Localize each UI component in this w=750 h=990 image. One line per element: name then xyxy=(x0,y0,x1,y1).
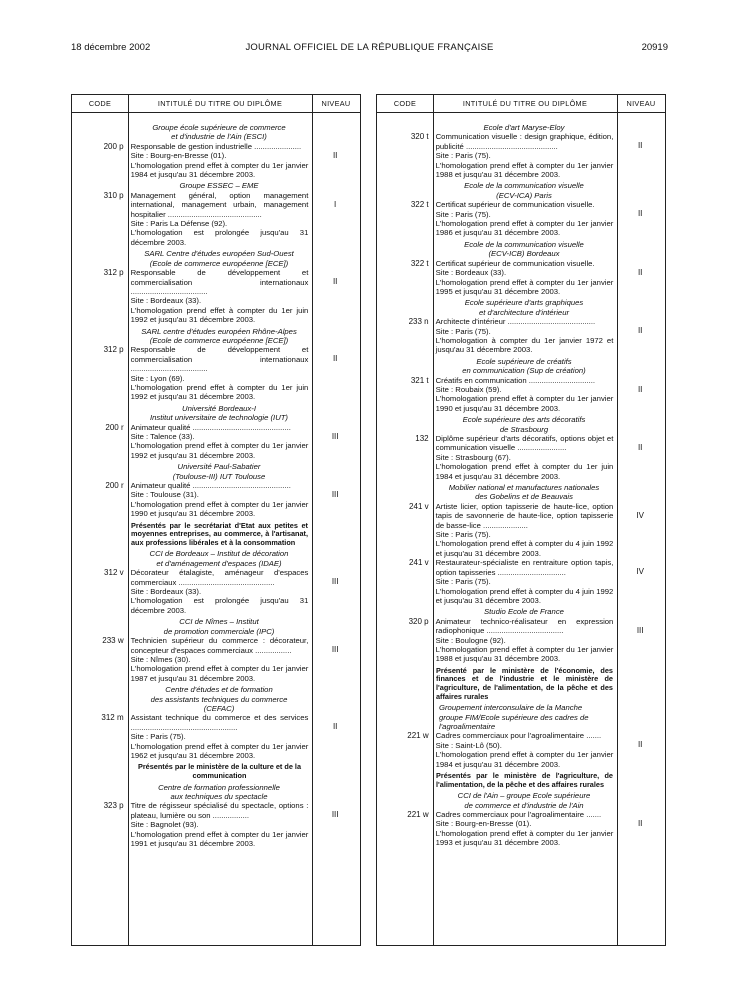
institution-line: (ECV-ICA) Paris xyxy=(496,190,552,200)
diploma-entry xyxy=(377,617,665,664)
diploma-title: Animateur qualité .............................................. xyxy=(130,422,291,432)
diploma-title: Architecte d'intérieur ......................................... xyxy=(435,317,596,327)
diploma-description xyxy=(433,810,616,848)
diploma-site: Site : Paris (75). xyxy=(435,209,491,219)
header-title: INTITULÉ DU TITRE OU DIPLÔME xyxy=(157,99,283,108)
institution-line: des assistants techniques du commerce xyxy=(150,694,288,704)
right-table xyxy=(376,94,666,946)
institution-line: Université Paul-Sabatier xyxy=(177,462,261,472)
institution-line: groupe FIM/Ecole supérieure des cadres de xyxy=(439,712,589,722)
institution-heading xyxy=(433,123,615,132)
institution-heading xyxy=(433,791,615,810)
institution-line: et d'architecture d'intérieur xyxy=(478,307,570,317)
diploma-level: III xyxy=(331,431,339,441)
diploma-title: Technicien supérieur du commerce : décorateur, concepteur d'espaces commerciaux ................. xyxy=(130,636,309,655)
institution-line: Centre d'études et de formation xyxy=(165,685,273,695)
diploma-site: Site : Paris (75). xyxy=(130,732,186,742)
left-table xyxy=(71,94,361,946)
diploma-code: 320 t xyxy=(410,132,429,142)
diploma-entry xyxy=(72,713,360,760)
homologation-note: L'homologation prend effet à compter du 1er janvier 1990 et jusqu'au 31 décembre 2003. xyxy=(435,394,614,413)
diploma-title: Certificat supérieur de communication visuelle. xyxy=(435,258,595,268)
homologation-note: L'homologation prend effet à compter du 1er janvier 1987 et jusqu'au 31 décembre 2003. xyxy=(130,664,309,683)
diploma-entry xyxy=(72,568,360,615)
homologation-note: L'homologation prend effet à compter du 1er janvier 1991 et jusqu'au 31 décembre 2003. xyxy=(130,829,309,848)
header-code: CODE xyxy=(393,99,417,108)
diploma-code: 233 n xyxy=(408,317,429,327)
institution-line: (Ecole de commerce européenne [ECE]) xyxy=(149,258,289,268)
diploma-entry xyxy=(72,191,360,247)
journal-title: JOURNAL OFFICIEL DE LA RÉPUBLIQUE FRANÇAISE xyxy=(245,42,494,53)
institution-line: SARL centre d'études européen Rhône-Alpes xyxy=(141,326,297,336)
presenting-authority: Présenté par le ministère de l'économie, des finances et de l'industrie et le ministère de l'agriculture, de l'alimentation, de la pêche et des affaires rurales xyxy=(436,665,613,701)
diploma-level: II xyxy=(637,818,643,828)
diploma-title: Certificat supérieur de communication visuelle. xyxy=(435,200,595,210)
diploma-entry xyxy=(377,731,665,769)
diploma-level: II xyxy=(332,354,338,364)
homologation-note: L'homologation prend effet à compter du 1er janvier 1992 et jusqu'au 31 décembre 2003. xyxy=(130,441,309,460)
institution-line: Ecole supérieure de créatifs xyxy=(476,356,572,366)
diploma-entry xyxy=(377,502,665,558)
presenting-authority: Présentés par le secrétariat d'Etat aux petites et moyennes entreprises, au commerce, à l'artisanat, aux professions libérales et à la consommation xyxy=(131,520,308,547)
diploma-site: Site : Paris (75). xyxy=(435,151,491,161)
institution-line: des Gobelins et de Beauvais xyxy=(475,492,573,502)
diploma-entry xyxy=(72,268,360,324)
diploma-site: Site : Boulogne (92). xyxy=(435,635,506,645)
diploma-description xyxy=(433,502,616,558)
institution-line: Ecole supérieure d'arts graphiques xyxy=(464,298,584,308)
diploma-title: Responsable de gestion industrielle ...................... xyxy=(130,141,302,151)
right-table-body xyxy=(377,121,665,848)
diploma-level: II xyxy=(637,209,643,219)
institution-line: Université Bordeaux-I xyxy=(182,403,256,413)
diploma-entry xyxy=(377,558,665,605)
diploma-site: Site : Strasbourg (67). xyxy=(435,452,511,462)
institution-line: Ecole supérieure des arts décoratifs xyxy=(462,415,586,425)
header-title: INTITULÉ DU TITRE OU DIPLÔME xyxy=(462,99,588,108)
diploma-site: Site : Saint-Lô (50). xyxy=(435,740,502,750)
homologation-note: L'homologation prend effet à compter du 1er janvier 1988 et jusqu'au 31 décembre 2003. xyxy=(435,644,614,664)
diploma-code: 312 m xyxy=(101,713,124,723)
diploma-site: Site : Bordeaux (33). xyxy=(130,296,202,306)
institution-heading xyxy=(433,415,615,434)
institution-heading xyxy=(128,685,310,713)
diploma-description xyxy=(433,617,616,664)
table-header xyxy=(377,95,665,113)
institution-heading xyxy=(433,483,615,502)
diploma-title: Management général, option management international, management urbain, management hospitalier ............................................ xyxy=(130,190,309,219)
diploma-entry xyxy=(377,810,665,848)
homologation-note: L'homologation est prolongée jusqu'au 31 décembre 2003. xyxy=(130,228,309,247)
institution-heading xyxy=(128,462,310,481)
institution-line: (Ecole de commerce européenne [ECE]) xyxy=(149,335,289,345)
diploma-entry xyxy=(377,376,665,414)
diploma-site: Site : Paris La Défense (92). xyxy=(130,219,228,229)
homologation-note: L'homologation prend effet à compter du 4 juin 1992 et jusqu'au 31 décembre 2003. xyxy=(435,539,614,558)
diploma-description xyxy=(128,191,311,247)
diploma-title: Titre de régisseur spécialisé du spectacle, options : plateau, lumière ou son ................. xyxy=(130,801,309,820)
homologation-note: L'homologation prend effet à compter du 1er janvier 1990 et jusqu'au 31 décembre 2003. xyxy=(130,499,309,519)
institution-line: Institut universitaire de technologie (IUT) xyxy=(149,413,288,423)
diploma-code: 221 w xyxy=(407,731,429,741)
institution-line: Groupe école supérieure de commerce xyxy=(152,123,286,132)
homologation-note: L'homologation prend effet à compter du 1er juin 1992 et jusqu'au 31 décembre 2003. xyxy=(130,305,309,325)
presenting-authority: Présentés par le ministère de l'agriculture, de l'alimentation, de la pêche et des affaires rurales xyxy=(436,770,613,789)
institution-line: CCI de l'Ain – groupe Ecole supérieure xyxy=(457,791,591,801)
page-header xyxy=(71,42,668,56)
diploma-title: Diplôme supérieur d'arts décoratifs, options objet et communication visuelle ....................... xyxy=(435,434,614,453)
homologation-note: L'homologation prend effet à compter du 1er juin 1984 et jusqu'au 31 décembre 2003. xyxy=(435,462,614,481)
institution-heading xyxy=(128,404,310,423)
institution-line: Mobilier national et manufactures nationales xyxy=(448,483,600,493)
institution-line: de Strasbourg xyxy=(499,424,549,434)
diploma-level: IV xyxy=(636,510,644,520)
diploma-level: IV xyxy=(636,567,644,577)
diploma-site: Site : Paris (75). xyxy=(435,326,491,336)
diploma-level: II xyxy=(637,141,643,151)
diploma-description xyxy=(128,568,311,615)
diploma-entry xyxy=(377,317,665,355)
institution-heading xyxy=(128,249,310,268)
diploma-site: Site : Bordeaux (33). xyxy=(130,587,202,597)
diploma-entry xyxy=(377,259,665,297)
diploma-description xyxy=(128,268,311,324)
diploma-level: III xyxy=(331,645,339,655)
diploma-code: 323 p xyxy=(103,801,124,811)
diploma-site: Site : Bagnolet (93). xyxy=(130,820,199,830)
diploma-description xyxy=(128,636,311,683)
institution-heading xyxy=(433,181,615,200)
institution-heading xyxy=(433,298,615,317)
diploma-title: Cadres commerciaux pour l'agroalimentaire ....... xyxy=(435,731,602,741)
homologation-note: L'homologation est prolongée jusqu'au 31 décembre 2003. xyxy=(130,596,309,615)
institution-line: Ecole de la communication visuelle xyxy=(464,181,584,191)
diploma-level: III xyxy=(331,490,339,500)
diploma-title: Restaurateur-spécialiste en rentraiture option tapis, option tapisseries ................................ xyxy=(435,558,614,577)
diploma-title: Responsable de développement et commercialisation internationaux .................................... xyxy=(130,345,309,374)
diploma-description xyxy=(433,376,616,414)
institution-line: (Toulouse-III) IUT Toulouse xyxy=(172,471,266,481)
diploma-entry xyxy=(72,142,360,180)
diploma-description xyxy=(433,200,616,238)
diploma-level: II xyxy=(637,384,643,394)
diploma-description xyxy=(433,558,616,605)
diploma-level: II xyxy=(637,267,643,277)
diploma-level: II xyxy=(332,722,338,732)
diploma-code: 200 p xyxy=(103,141,124,151)
diploma-description xyxy=(128,142,311,180)
diploma-site: Site : Talence (33). xyxy=(130,432,195,441)
header-date: 18 décembre 2002 xyxy=(71,42,151,53)
homologation-note: L'homologation à compter du 1er janvier 1972 et jusqu'au 31 décembre 2003. xyxy=(435,335,614,355)
page-number: 20919 xyxy=(641,42,668,53)
diploma-entry xyxy=(377,132,665,179)
diploma-code: 322 t xyxy=(410,200,429,210)
table-header xyxy=(72,95,360,113)
diploma-site: Site : Bourg-en-Bresse (01). xyxy=(435,819,532,829)
institution-line: Studio Ecole de France xyxy=(484,607,564,617)
diploma-code: 233 w xyxy=(102,636,124,646)
diploma-code: 322 t xyxy=(410,258,429,268)
diploma-code: 221 w xyxy=(407,809,429,819)
homologation-note: L'homologation prend effet à compter du 1er janvier 1995 et jusqu'au 31 décembre 2003. xyxy=(435,277,614,296)
institution-heading xyxy=(377,703,665,731)
homologation-note: L'homologation prend effet à compter du 1er janvier 1988 et jusqu'au 31 décembre 2003. xyxy=(435,160,614,180)
institution-line: Centre de formation professionnelle xyxy=(158,782,280,792)
diploma-level: II xyxy=(637,443,643,452)
diploma-level: II xyxy=(332,150,338,160)
diploma-title: Animateur qualité .............................................. xyxy=(130,481,291,491)
institution-line: (ECV-ICB) Bordeaux xyxy=(488,249,560,259)
homologation-note: L'homologation prend effet à compter du 1er janvier 1962 et jusqu'au 31 décembre 2003. xyxy=(130,741,309,760)
diploma-level: II xyxy=(637,326,643,336)
institution-heading xyxy=(128,617,310,636)
diploma-level: III xyxy=(636,625,644,635)
diploma-site: Site : Roubaix (59). xyxy=(435,384,502,394)
diploma-level: III xyxy=(331,577,339,587)
diploma-code: 320 p xyxy=(408,616,429,626)
homologation-note: L'homologation prend effet à compter du 1er janvier 1986 et jusqu'au 31 décembre 2003. xyxy=(435,219,614,238)
diploma-code: 132 xyxy=(415,434,429,443)
diploma-entry xyxy=(72,636,360,683)
header-level: NIVEAU xyxy=(626,99,656,108)
diploma-title: Décorateur étalagiste, aménageur d'espaces commerciaux ............................................. xyxy=(130,568,309,587)
diploma-entry xyxy=(72,481,360,519)
institution-heading xyxy=(128,181,310,190)
institution-heading xyxy=(128,549,310,568)
institution-heading xyxy=(128,327,310,346)
diploma-title: Créatifs en communication ............................... xyxy=(435,375,595,385)
institution-line: (CEFAC) xyxy=(203,703,235,713)
institution-line: aux techniques du spectacle xyxy=(170,791,268,801)
diploma-code: 200 r xyxy=(105,422,124,432)
diploma-entry xyxy=(72,423,360,461)
diploma-description xyxy=(433,434,616,481)
diploma-description xyxy=(433,317,616,355)
diploma-level: II xyxy=(332,277,338,287)
institution-line: et d'aménagement d'espaces (IDAE) xyxy=(156,558,282,568)
institution-line: Groupement interconsulaire de la Manche xyxy=(439,703,583,713)
diploma-description xyxy=(128,423,311,461)
diploma-description xyxy=(128,801,311,848)
header-code: CODE xyxy=(88,99,112,108)
homologation-note: L'homologation prend effet à compter du 4 juin 1992 et jusqu'au 31 décembre 2003. xyxy=(435,586,614,605)
diploma-code: 241 v xyxy=(409,501,429,511)
diploma-site: Site : Lyon (69). xyxy=(130,373,185,383)
diploma-description xyxy=(433,259,616,297)
diploma-site: Site : Paris (75). xyxy=(435,530,491,540)
diploma-entry xyxy=(377,434,665,481)
diploma-code: 321 t xyxy=(410,375,429,385)
diploma-description xyxy=(128,713,311,760)
institution-heading xyxy=(128,123,310,142)
diploma-entry xyxy=(72,345,360,401)
diploma-site: Site : Bordeaux (33). xyxy=(435,268,507,278)
institution-line: SARL Centre d'études européen Sud-Ouest xyxy=(144,249,294,259)
diploma-level: II xyxy=(637,740,643,750)
diploma-code: 200 r xyxy=(105,481,124,491)
institution-heading xyxy=(433,357,615,376)
diploma-title: Assistant technique du commerce et des services .................................................. xyxy=(130,713,309,732)
diploma-site: Site : Nîmes (30). xyxy=(130,654,191,664)
institution-line: de commerce et d'industrie de l'Ain xyxy=(464,800,584,810)
diploma-code: 312 p xyxy=(103,268,124,278)
diploma-description xyxy=(128,345,311,401)
diploma-description xyxy=(433,731,616,769)
diploma-code: 312 v xyxy=(104,568,124,578)
header-level: NIVEAU xyxy=(321,99,351,108)
diploma-title: Responsable de développement et commercialisation internationaux .................................... xyxy=(130,268,309,296)
institution-line: en communication (Sup de création) xyxy=(462,366,586,376)
diploma-description xyxy=(433,132,616,179)
institution-heading xyxy=(128,783,310,802)
institution-heading xyxy=(433,240,615,259)
diploma-code: 310 p xyxy=(103,190,124,200)
diploma-level: III xyxy=(331,810,339,820)
homologation-note: L'homologation prend effet à compter du 1er janvier 1993 et jusqu'au 31 décembre 2003. xyxy=(435,828,614,848)
presenting-authority: Présentés par le ministère de la culture et de la communication xyxy=(137,762,302,780)
diploma-site: Site : Bourg-en-Bresse (01). xyxy=(130,151,227,161)
diploma-entry xyxy=(72,801,360,848)
institution-line: de promotion commerciale (IPC) xyxy=(163,626,275,636)
diploma-title: Communication visuelle : design graphique, édition, publicité ........................................... xyxy=(435,132,614,151)
diploma-title: Animateur technico-réalisateur en expression radiophonique .................................... xyxy=(435,616,614,636)
institution-heading xyxy=(433,607,615,616)
homologation-note: L'homologation prend effet à compter du 1er janvier 1984 et jusqu'au 31 décembre 2003. xyxy=(435,750,614,769)
diploma-title: Cadres commerciaux pour l'agroalimentaire ....... xyxy=(435,809,602,819)
institution-line: et d'industrie de l'Ain (ESCI) xyxy=(171,132,267,142)
institution-line: l'agroalimentaire xyxy=(439,721,496,731)
homologation-note: L'homologation prend effet à compter du 1er juin 1992 et jusqu'au 31 décembre 2003. xyxy=(130,382,309,402)
diploma-description xyxy=(128,481,311,519)
institution-line: Ecole d'art Maryse-Eloy xyxy=(483,123,565,132)
institution-line: CCI de Bordeaux – Institut de décoration xyxy=(149,549,289,559)
diploma-site: Site : Paris (75). xyxy=(435,577,491,587)
institution-line: Groupe ESSEC – EME xyxy=(179,181,259,191)
diploma-entry xyxy=(377,200,665,238)
institution-line: Ecole de la communication visuelle xyxy=(464,239,584,249)
left-table-body xyxy=(72,121,360,848)
diploma-site: Site : Toulouse (31). xyxy=(130,490,199,500)
diploma-title: Artiste licier, option tapisserie de haute-lice, option tapis de savonnerie de haute-lice, option tapisserie de basse-lice ..................... xyxy=(435,501,614,530)
diploma-level: I xyxy=(334,199,337,209)
diploma-code: 312 p xyxy=(103,345,124,355)
diploma-code: 241 v xyxy=(409,558,429,568)
institution-line: CCI de Nîmes – Institut xyxy=(179,617,259,627)
homologation-note: L'homologation prend effet à compter du 1er janvier 1984 et jusqu'au 31 décembre 2003. xyxy=(130,160,309,180)
